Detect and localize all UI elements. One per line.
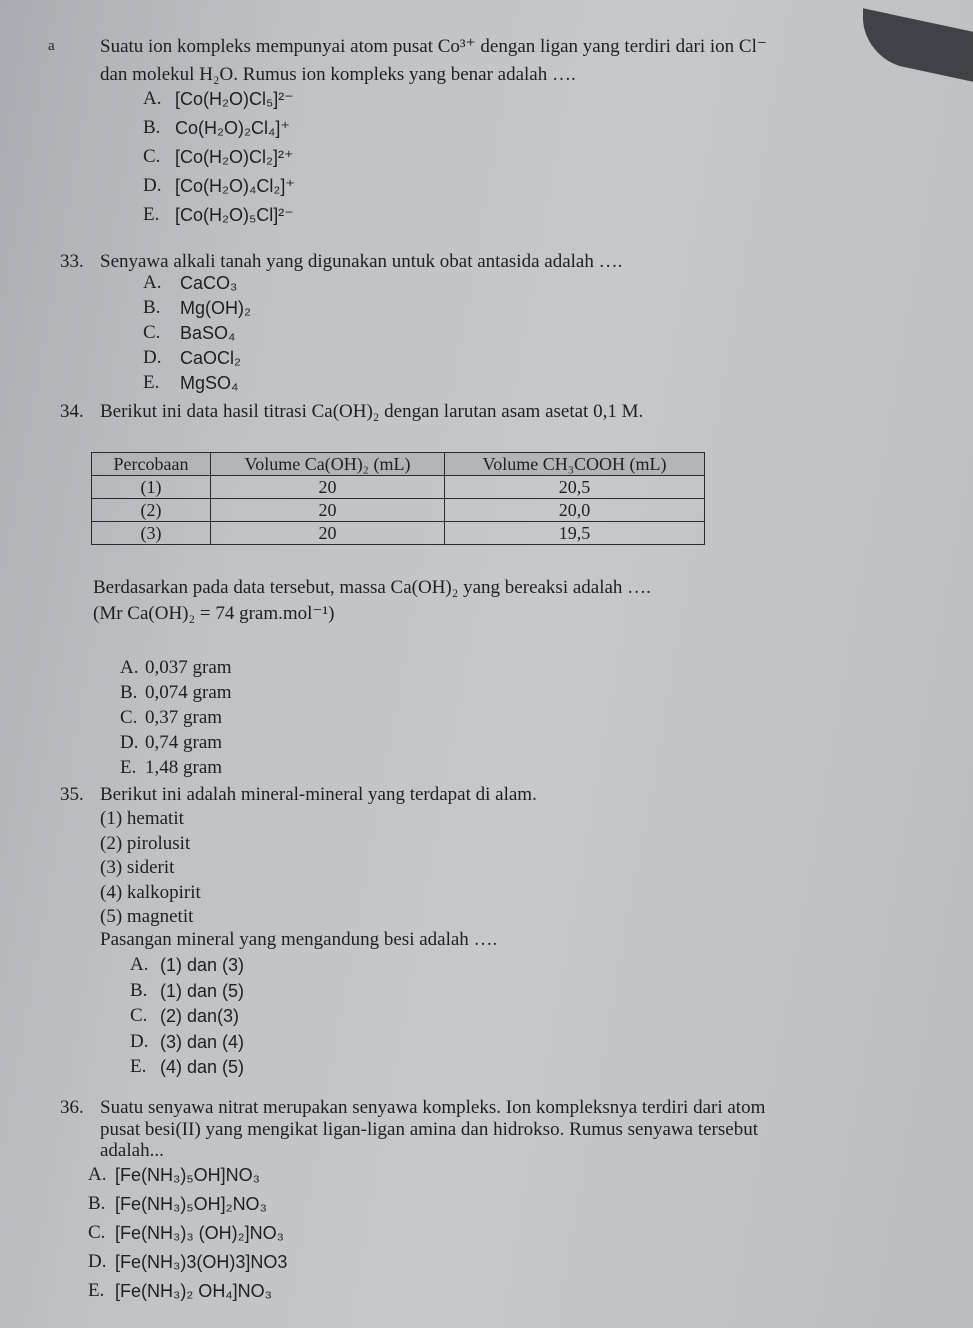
table-row [92, 476, 705, 499]
table-cell: 20 [211, 476, 445, 499]
option-letter: B. [88, 1193, 106, 1214]
q32-line2: dan molekul H₂O. Rumus ion kompleks yang benar adalah …. [100, 64, 576, 85]
option-text: 0,74 gram [145, 732, 223, 753]
q32-line1: Suatu ion kompleks mempunyai atom pusat Co³⁺ dengan ligan yang terdiri dari ion Cl⁻ [100, 36, 767, 57]
mineral-item: (2) pirolusit [100, 832, 191, 854]
option-letter: A. [120, 657, 139, 678]
option-text: [Co(H₂O)₅Cl]²⁻ [175, 205, 294, 225]
option-letter: A. [130, 954, 149, 975]
option-letter: A. [88, 1164, 107, 1185]
option-letter: D. [143, 175, 162, 196]
option-text: [Fe(NH₃)₅OH]₂NO₃ [115, 1194, 267, 1214]
option-text: CaCO₃ [180, 273, 238, 293]
option-text: 0,074 gram [145, 682, 232, 703]
option-text: 0,037 gram [145, 657, 232, 678]
question-mark: a [48, 38, 55, 54]
table-row [92, 522, 705, 545]
option-text: Co(H₂O)₂Cl₄]⁺ [175, 118, 290, 138]
table-header: Volume CH₃COOH (mL) [445, 453, 705, 476]
titration-table [91, 452, 705, 545]
table-cell: (2) [92, 499, 211, 522]
option-text: (3) dan (4) [160, 1031, 245, 1052]
q35-text2: Pasangan mineral yang mengandung besi adalah …. [100, 929, 498, 950]
q34-text2: Berdasarkan pada data tersebut, massa Ca(OH)₂ yang bereaksi adalah …. [93, 577, 651, 598]
table-cell: 19,5 [445, 522, 705, 545]
option-text: MgSO₄ [180, 373, 239, 393]
option-letter: C. [143, 146, 161, 167]
option-letter: C. [130, 1005, 148, 1026]
table-cell: (1) [92, 476, 211, 499]
table-cell: 20 [211, 499, 445, 522]
option-text: [Fe(NH₃)3(OH)3]NO3 [115, 1252, 288, 1272]
mineral-item: (3) siderit [100, 857, 175, 878]
option-text: Mg(OH)₂ [180, 298, 251, 318]
table-header: Percobaan [92, 453, 211, 476]
option-letter: E. [120, 757, 137, 778]
option-text: [Co(H₂O)₄Cl₂]⁺ [175, 176, 295, 196]
option-text: 0,37 gram [145, 707, 223, 728]
q33-text: Senyawa alkali tanah yang digunakan untuk obat antasida adalah …. [100, 251, 623, 272]
option-text: [Co(H₂O)Cl₂]²⁺ [175, 147, 294, 167]
q34-number: 34. [60, 401, 84, 422]
option-letter: B. [143, 297, 161, 318]
option-letter: A. [143, 88, 162, 109]
option-letter: D. [120, 732, 139, 753]
mineral-item: (5) magnetit [100, 906, 194, 927]
q34-text: Berikut ini data hasil titrasi Ca(OH)₂ dengan larutan asam asetat 0,1 M. [100, 401, 644, 422]
q34-text3: (Mr Ca(OH)₂ = 74 gram.mol⁻¹) [93, 603, 335, 624]
mineral-item: (1) hematit [100, 808, 184, 829]
option-letter: C. [143, 322, 161, 343]
page-shadow [863, 8, 973, 81]
option-text: [Fe(NH₃)₂ OH₄]NO₃ [115, 1281, 272, 1301]
q35-number: 35. [60, 784, 84, 805]
option-text: [Co(H₂O)Cl₅]²⁻ [175, 89, 294, 109]
option-text: BaSO₄ [180, 323, 236, 343]
option-text: (1) dan (3) [160, 955, 245, 975]
table-cell: 20 [211, 522, 445, 545]
option-letter: B. [120, 682, 138, 703]
option-text: 1,48 gram [145, 757, 223, 778]
option-letter: D. [143, 347, 162, 368]
table-header-row [92, 453, 705, 476]
option-text: CaOCl₂ [180, 348, 241, 368]
mineral-item: (4) kalkopirit [100, 881, 201, 903]
option-letter: B. [143, 117, 161, 138]
table-cell: (3) [92, 522, 211, 545]
option-letter: E. [130, 1056, 147, 1077]
q36-line1: Suatu senyawa nitrat merupakan senyawa kompleks. Ion kompleksnya terdiri dari atom [100, 1097, 766, 1118]
option-letter: C. [88, 1222, 106, 1243]
option-text: (4) dan (5) [160, 1057, 245, 1077]
option-text: (2) dan(3) [160, 1006, 240, 1026]
option-letter: E. [143, 372, 160, 393]
table-cell: 20,5 [445, 476, 705, 499]
option-text: [Fe(NH₃)₅OH]NO₃ [115, 1165, 260, 1185]
q36-number: 36. [60, 1097, 84, 1118]
option-letter: E. [88, 1280, 105, 1301]
q36-line2: pusat besi(II) yang mengikat ligan-ligan amina dan hidrokso. Rumus senyawa tersebut [100, 1119, 758, 1140]
q33-number: 33. [60, 251, 84, 272]
table-header: Volume Ca(OH)₂ (mL) [211, 453, 445, 476]
option-letter: B. [130, 979, 148, 1001]
option-letter: E. [143, 204, 160, 225]
q35-text: Berikut ini adalah mineral-mineral yang terdapat di alam. [100, 784, 537, 805]
option-letter: A. [143, 272, 162, 293]
option-letter: D. [130, 1030, 149, 1052]
option-letter: C. [120, 707, 138, 728]
option-text: (1) dan (5) [160, 980, 245, 1001]
table-row [92, 499, 705, 522]
option-letter: D. [88, 1251, 107, 1272]
q36-line3: adalah... [100, 1140, 164, 1161]
table-cell: 20,0 [445, 499, 705, 522]
option-text: [Fe(NH₃)₃ (OH)₂]NO₃ [115, 1223, 284, 1243]
